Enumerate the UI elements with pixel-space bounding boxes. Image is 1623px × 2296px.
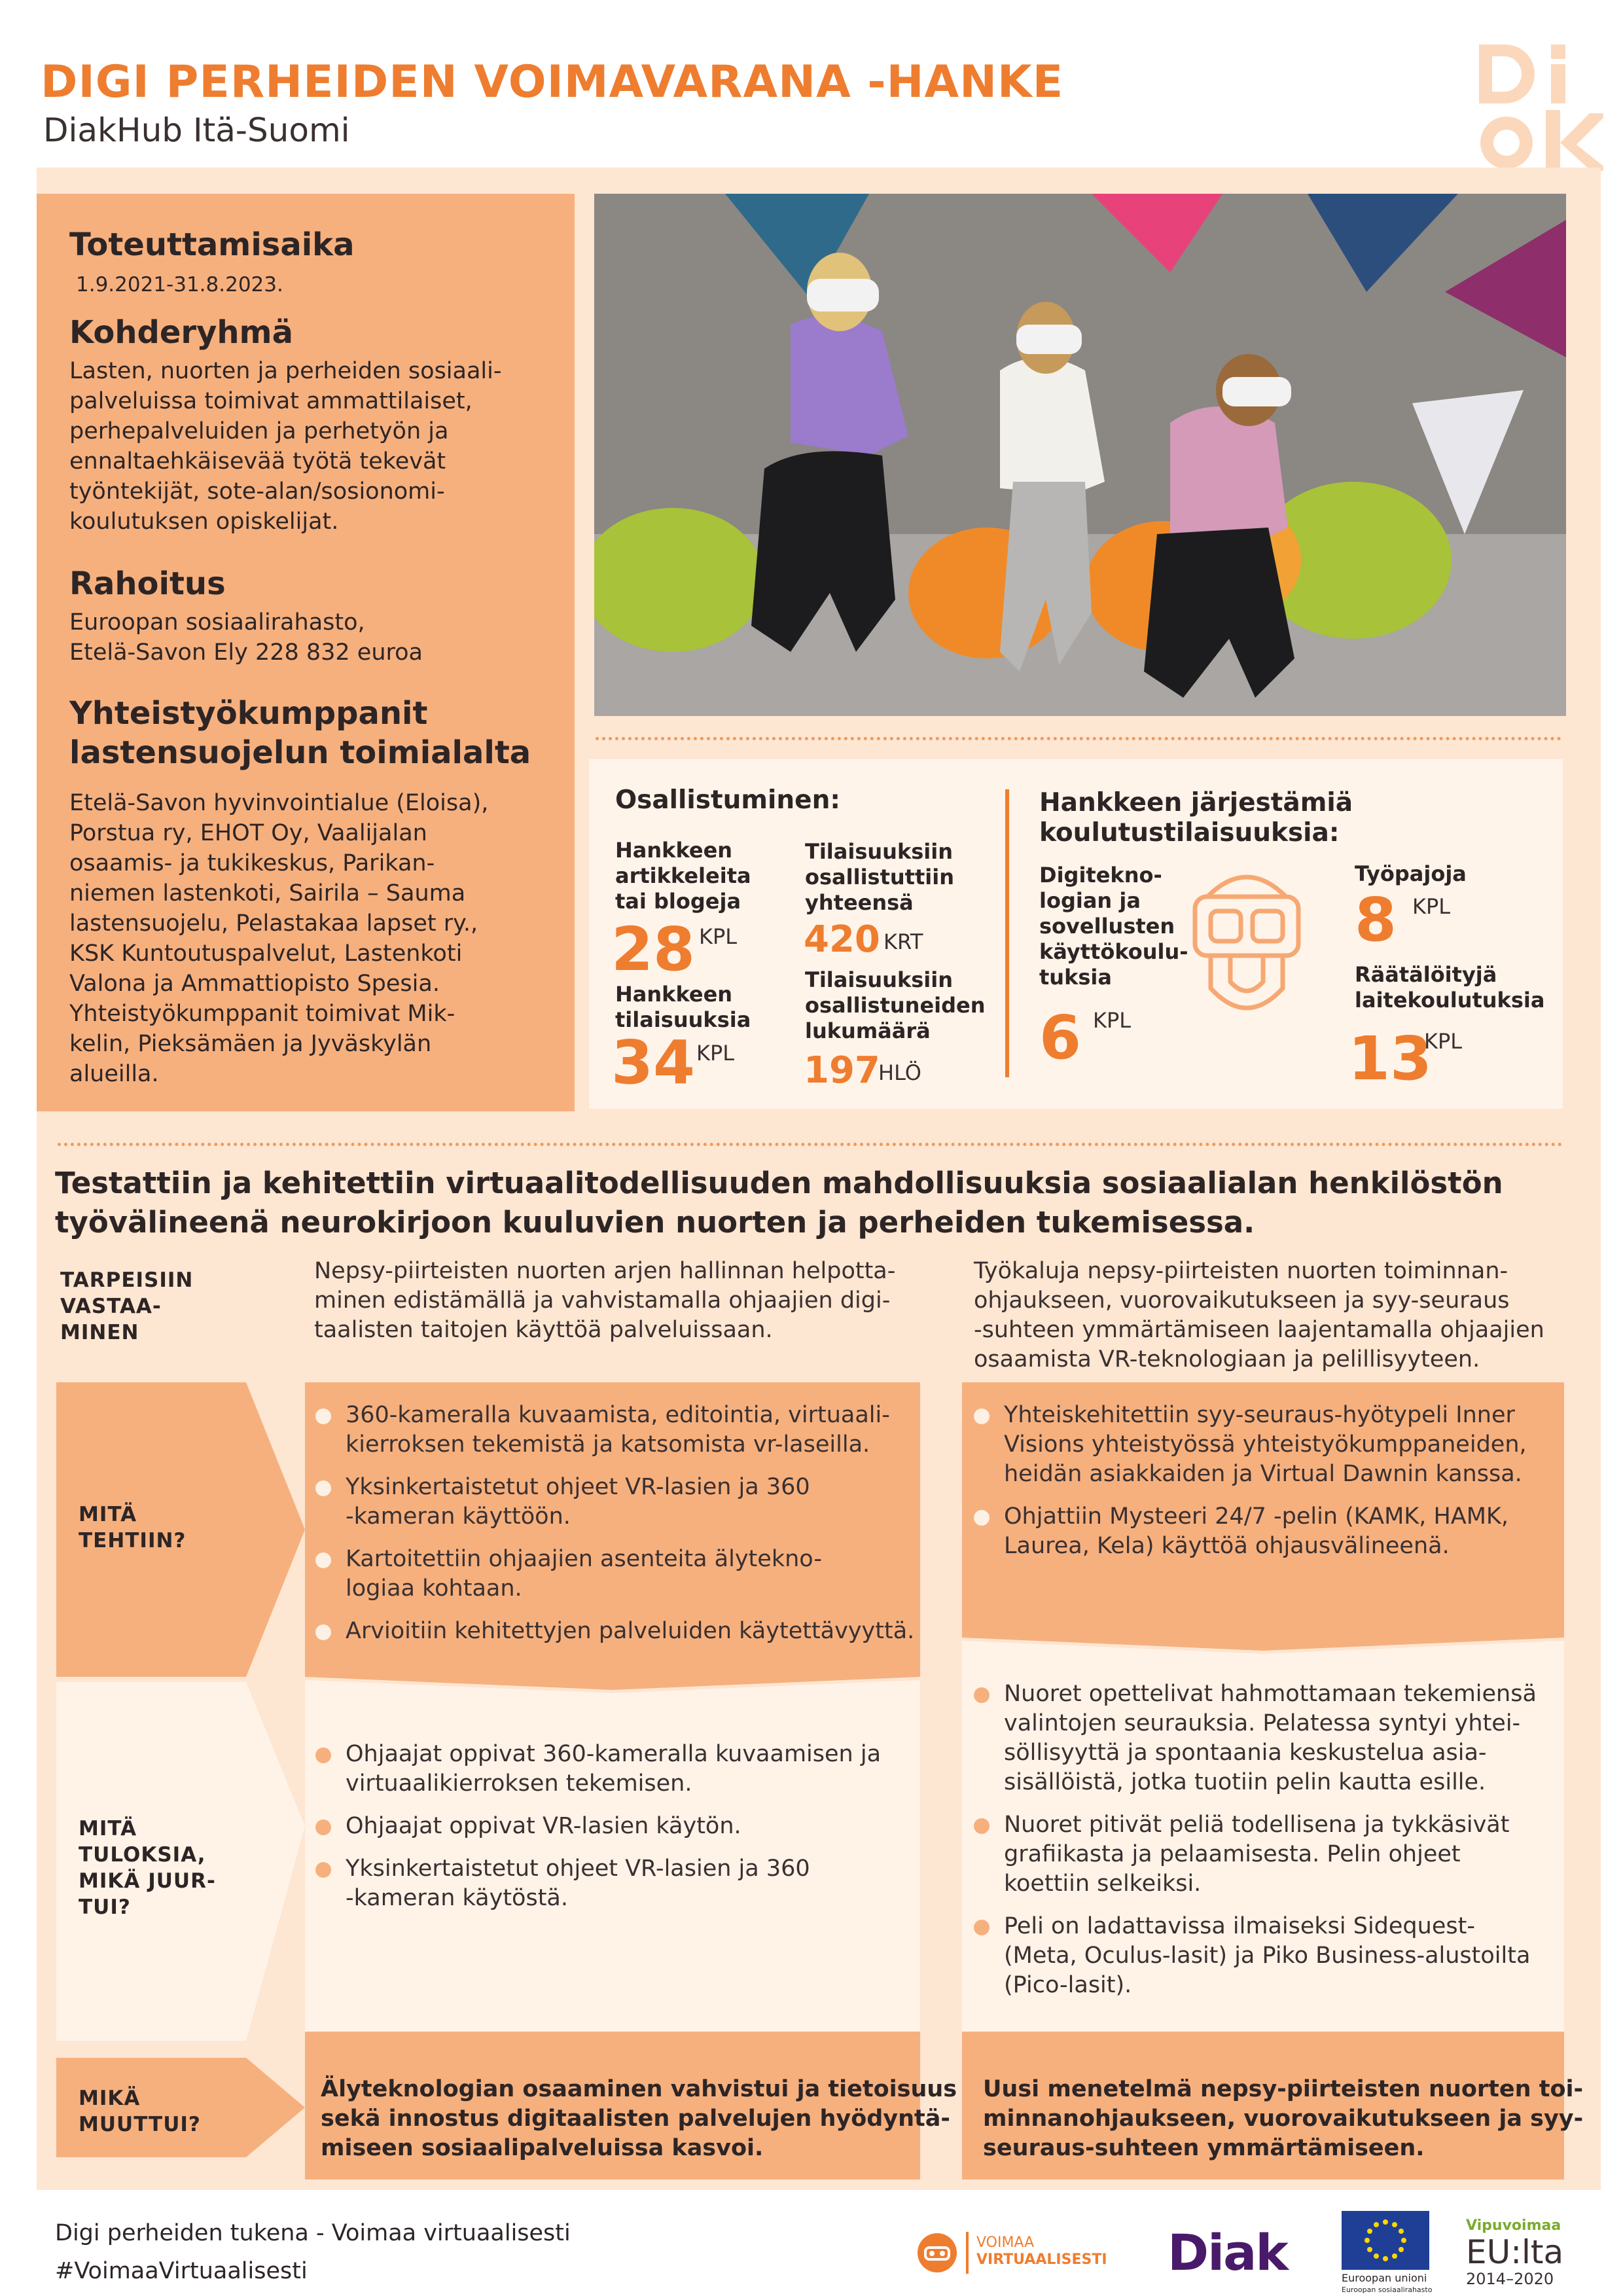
vr-workshop-photo xyxy=(594,194,1566,716)
participants-value: 197 xyxy=(804,1049,880,1092)
target-line: koulutuksen opiskelijat. xyxy=(69,509,339,535)
list-item-line: Yksinkertaistetut ohjeet VR-lasien ja 360 xyxy=(346,1856,810,1882)
events-label-line: Hankkeen xyxy=(615,982,733,1007)
partners-line: lastensuojelu, Pelastakaa lapset ry., xyxy=(69,910,478,937)
list-item-line: grafiikasta ja pelaamisesta. Pelin ohjeet xyxy=(1004,1841,1461,1867)
target-line: perhepalveluiden ja perhetyön ja xyxy=(69,418,449,444)
list-item-line: Yksinkertaistetut ohjeet VR-lasien ja 360 xyxy=(346,1474,810,1500)
digitech-unit: KPL xyxy=(1093,1008,1132,1033)
done-label-line: MITÄ xyxy=(79,1503,137,1526)
partners-heading-line: lastensuojelun toimialalta xyxy=(69,734,531,771)
invited-unit: KRT xyxy=(883,929,923,954)
need-right-line: osaamista VR-teknologiaan ja pelillisyyteen. xyxy=(974,1346,1480,1372)
project-info-panel xyxy=(37,194,575,1111)
articles-label-line: artikkeleita xyxy=(615,863,751,888)
need-label-line: MINEN xyxy=(60,1321,139,1344)
articles-label xyxy=(615,838,751,914)
custom-label-line: Räätälöityjä xyxy=(1355,962,1497,987)
invited-label-line: Tilaisuuksiin xyxy=(805,839,953,864)
done-label-line: TEHTIIN? xyxy=(79,1529,187,1552)
changed-left-line: Älyteknologian osaaminen vahvistui ja tietoisuus xyxy=(321,2076,957,2102)
section-headline xyxy=(55,1164,1560,1242)
participants-label xyxy=(805,967,986,1044)
need-label-line: TARPEISIIN xyxy=(60,1268,194,1292)
partners-line: Valona ja Ammattiopisto Spesia. xyxy=(69,971,440,997)
participants-label-line: Tilaisuuksiin xyxy=(805,967,953,992)
changed-label-line: MIKÄ xyxy=(79,2087,141,2110)
stats-divider xyxy=(1005,789,1009,1077)
done-label xyxy=(79,1501,186,1554)
funding-line: Etelä-Savon Ely 228 832 euroa xyxy=(69,639,423,666)
events-label xyxy=(615,982,751,1033)
vipuvoimaa-logo xyxy=(1466,2219,1563,2287)
results-label-line: MITÄ xyxy=(79,1817,137,1840)
custom-label xyxy=(1355,962,1544,1013)
partners-line: osaamis- ja tukikeskus, Parikan- xyxy=(69,850,435,876)
done-left-list xyxy=(313,1401,928,1659)
need-left-line: minen edistämällä ja vahvistamalla ohjaajien digi- xyxy=(314,1287,891,1314)
list-item xyxy=(971,1401,1573,1489)
training-heading-line: koulutustilaisuuksia: xyxy=(1039,818,1340,848)
changed-right-text xyxy=(983,2075,1583,2163)
partners-line: Porstua ry, EHOT Oy, Vaalijalan xyxy=(69,820,427,846)
partners-text xyxy=(69,788,548,1089)
diak-logo: Diak xyxy=(1168,2223,1287,2282)
diak-corner-logo xyxy=(1472,38,1603,175)
funding-line: Euroopan sosiaalirahasto, xyxy=(69,609,365,636)
time-heading: Toteuttamisaika xyxy=(69,226,355,263)
custom-unit: KPL xyxy=(1424,1029,1463,1054)
list-item xyxy=(971,1502,1573,1561)
changed-right-line: Uusi menetelmä nepsy-piirteisten nuorten toi- xyxy=(983,2076,1584,2102)
articles-value: 28 xyxy=(611,914,696,984)
list-item-line: Peli on ladattavissa ilmaiseksi Sidequest- xyxy=(1004,1913,1475,1939)
list-item-line: Ohjaajat oppivat VR-lasien käytön. xyxy=(346,1813,741,1839)
target-line: palveluissa toimivat ammattilaiset, xyxy=(69,388,473,414)
list-item-line: valintojen seurauksia. Pelatessa syntyi yhtei- xyxy=(1004,1710,1521,1736)
partners-heading xyxy=(69,694,548,772)
events-value: 34 xyxy=(611,1028,696,1098)
list-item-line: -kameran käyttöön. xyxy=(346,1503,571,1530)
voimaa-logo-line: VIRTUAALISESTI xyxy=(976,2251,1107,2268)
results-label-line: TULOKSIA, xyxy=(79,1843,206,1867)
time-value: 1.9.2021-31.8.2023. xyxy=(76,273,283,296)
need-label-line: VASTAA- xyxy=(60,1295,162,1318)
list-item xyxy=(971,1679,1573,1797)
target-line: työntekijät, sote-alan/sosionomi- xyxy=(69,478,445,505)
list-item xyxy=(313,1473,928,1532)
partners-line: KSK Kuntoutuspalvelut, Lastenkoti xyxy=(69,941,463,967)
articles-label-line: tai blogeja xyxy=(615,889,741,914)
vr-headset-icon xyxy=(1191,870,1302,1028)
partners-line: kelin, Pieksämäen ja Jyväskylän xyxy=(69,1031,432,1057)
eu-flag-icon xyxy=(1342,2211,1429,2270)
need-right-line: -suhteen ymmärtämiseen laajentamalla ohjaajien xyxy=(974,1317,1544,1343)
participants-label-line: osallistuneiden xyxy=(805,993,986,1018)
list-item-line: Nuoret opettelivat hahmottamaan tekemiensä xyxy=(1004,1681,1537,1707)
voimaa-logo-text xyxy=(976,2234,1107,2269)
invited-label-line: yhteensä xyxy=(805,890,914,915)
target-text xyxy=(69,356,548,537)
target-line: Lasten, nuorten ja perheiden sosiaali- xyxy=(69,358,502,384)
list-item-line: Arvioitiin kehitettyjen palveluiden käytettävyyttä. xyxy=(346,1618,915,1644)
training-heading xyxy=(1039,788,1353,848)
need-right-line: ohjaukseen, vuorovaikutukseen ja syy-seuraus xyxy=(974,1287,1510,1314)
invited-label xyxy=(805,839,954,916)
partners-line: Yhteistyökumppanit toimivat Mik- xyxy=(69,1001,455,1027)
custom-value: 13 xyxy=(1348,1024,1433,1094)
vipuvoimaa-logo-line: 2014–2020 xyxy=(1466,2270,1554,2288)
digitech-label-line: tuksia xyxy=(1039,965,1112,990)
list-item-line: koettiin selkeiksi. xyxy=(1004,1871,1202,1897)
participants-label-line: lukumäärä xyxy=(805,1018,931,1043)
funding-heading: Rahoitus xyxy=(69,565,226,602)
list-item-line: Nuoret pitivät peliä todellisena ja tykkäsivät xyxy=(1004,1812,1510,1838)
articles-label-line: Hankkeen xyxy=(615,838,733,863)
list-item-line: Visions yhteistyössä yhteistyökumppaneiden, xyxy=(1004,1431,1527,1458)
list-item xyxy=(313,1401,928,1460)
list-item xyxy=(313,1812,928,1841)
results-label-line: TUI? xyxy=(79,1895,131,1919)
list-item xyxy=(971,1810,1573,1899)
list-item-line: (Meta, Oculus-lasit) ja Piko Business-alustoilta xyxy=(1004,1943,1531,1969)
footer-tagline: Digi perheiden tukena - Voimaa virtuaalisesti xyxy=(55,2220,571,2246)
results-right-list xyxy=(971,1679,1573,2013)
list-item-line: 360-kameralla kuvaamista, editointia, virtuaali- xyxy=(346,1402,890,1428)
results-left-list xyxy=(313,1740,928,1926)
vipuvoimaa-logo-line: EU:lta xyxy=(1466,2233,1564,2271)
voimaa-logo-divider xyxy=(966,2232,969,2274)
list-item xyxy=(313,1617,928,1646)
digitech-value: 6 xyxy=(1039,1003,1082,1073)
training-heading-line: Hankkeen järjestämiä xyxy=(1039,788,1353,817)
invited-label-line: osallistuttiin xyxy=(805,865,954,889)
participation-heading: Osallistuminen: xyxy=(615,785,840,815)
list-item xyxy=(313,1854,928,1913)
list-item-line: Laurea, Kela) käyttöä ohjausvälineenä. xyxy=(1004,1533,1450,1559)
digitech-label-line: käyttökoulu- xyxy=(1039,939,1188,964)
list-item xyxy=(971,1912,1573,2000)
workshops-unit: KPL xyxy=(1412,894,1451,919)
list-item-line: kierroksen tekemistä ja katsomista vr-laseilla. xyxy=(346,1431,870,1458)
need-label xyxy=(60,1267,193,1346)
footer-hashtag: #VoimaaVirtuaalisesti xyxy=(55,2258,308,2284)
list-item xyxy=(313,1740,928,1799)
changed-right-line: minnanohjaukseen, vuorovaikutukseen ja syy- xyxy=(983,2106,1584,2132)
events-unit: KPL xyxy=(696,1041,735,1066)
changed-label xyxy=(79,2085,201,2138)
need-left-line: Nepsy-piirteisten nuorten arjen hallinnan helpotta- xyxy=(314,1258,896,1284)
changed-left-text xyxy=(321,2075,957,2163)
list-item-line: virtuaalikierroksen tekemisen. xyxy=(346,1770,692,1797)
partners-heading-line: Yhteistyökumppanit xyxy=(69,695,428,732)
voimaa-logo-icon xyxy=(916,2232,958,2274)
eu-logo-line: Euroopan sosiaalirahasto xyxy=(1342,2286,1433,2294)
digitech-label xyxy=(1039,863,1188,990)
changed-label-line: MUUTTUI? xyxy=(79,2113,201,2136)
participants-unit: HLÖ xyxy=(878,1060,921,1085)
digitech-label-line: sovellusten xyxy=(1039,914,1175,939)
workshops-value: 8 xyxy=(1355,885,1397,955)
list-item-line: Yhteiskehitettiin syy-seuraus-hyötypeli Inner xyxy=(1004,1402,1515,1428)
events-label-line: tilaisuuksia xyxy=(615,1007,751,1032)
page-title: DIGI PERHEIDEN VOIMAVARANA -HANKE xyxy=(41,56,1064,108)
eu-logo-text xyxy=(1342,2272,1432,2296)
eu-logo-line: Euroopan unioni xyxy=(1342,2272,1427,2284)
results-label xyxy=(79,1816,216,1920)
custom-label-line: laitekoulutuksia xyxy=(1355,988,1545,1013)
need-right-line: Työkaluja nepsy-piirteisten nuorten toiminnan- xyxy=(974,1258,1508,1284)
results-label-line: MIKÄ JUUR- xyxy=(79,1869,216,1893)
separator-dots xyxy=(596,737,1561,740)
changed-left-line: miseen sosiaalipalveluissa kasvoi. xyxy=(321,2135,764,2161)
separator-dots xyxy=(58,1143,1563,1146)
need-left-line: taalisten taitojen käyttöä palveluissaan. xyxy=(314,1317,773,1343)
articles-unit: KPL xyxy=(699,924,738,949)
list-item-line: Kartoitettiin ohjaajien asenteita älytekno- xyxy=(346,1546,822,1572)
funding-text xyxy=(69,607,548,668)
list-item-line: logiaa kohtaan. xyxy=(346,1575,522,1602)
list-item-line: söllisyyttä ja spontaania keskustelua asia- xyxy=(1004,1740,1487,1766)
page-subtitle: DiakHub Itä-Suomi xyxy=(43,111,350,149)
partners-line: alueilla. xyxy=(69,1061,159,1087)
list-item-line: Ohjaajat oppivat 360-kameralla kuvaamisen ja xyxy=(346,1741,882,1767)
headline-line: Testattiin ja kehitettiin virtuaalitodellisuuden mahdollisuuksia sosiaalialan henkilöstön xyxy=(55,1166,1503,1200)
target-heading: Kohderyhmä xyxy=(69,314,293,351)
list-item-line: sisällöistä, jotka tuotiin pelin kautta esille. xyxy=(1004,1769,1486,1795)
changed-right-line: seuraus-suhteen ymmärtämiseen. xyxy=(983,2135,1425,2161)
invited-value: 420 xyxy=(804,918,880,961)
digitech-label-line: Digitekno- xyxy=(1039,863,1162,888)
voimaa-logo-line: VOIMAA xyxy=(976,2234,1035,2251)
target-line: ennaltaehkäisevää työtä tekevät xyxy=(69,448,446,475)
need-right-text xyxy=(974,1257,1544,1374)
partners-line: Etelä-Savon hyvinvointialue (Eloisa), xyxy=(69,790,489,816)
list-item-line: (Pico-lasit). xyxy=(1004,1972,1132,1998)
changed-left-line: sekä innostus digitaalisten palvelujen hyödyntä- xyxy=(321,2106,950,2132)
headline-line: työvälineenä neurokirjoon kuuluvien nuorten ja perheiden tukemisessa. xyxy=(55,1205,1255,1240)
list-item-line: -kameran käytöstä. xyxy=(346,1885,568,1911)
list-item-line: heidän asiakkaiden ja Virtual Dawnin kanssa. xyxy=(1004,1461,1522,1487)
need-left-text xyxy=(314,1257,895,1345)
partners-line: niemen lastenkoti, Sairila – Sauma xyxy=(69,880,466,906)
workshops-label: Työpajoja xyxy=(1355,861,1467,886)
list-item-line: Ohjattiin Mysteeri 24/7 -pelin (KAMK, HAMK, xyxy=(1004,1503,1509,1530)
list-item xyxy=(313,1545,928,1604)
done-right-list xyxy=(971,1401,1573,1574)
digitech-label-line: logian ja xyxy=(1039,888,1141,913)
vipuvoimaa-logo-line: Vipuvoimaa xyxy=(1466,2217,1561,2234)
